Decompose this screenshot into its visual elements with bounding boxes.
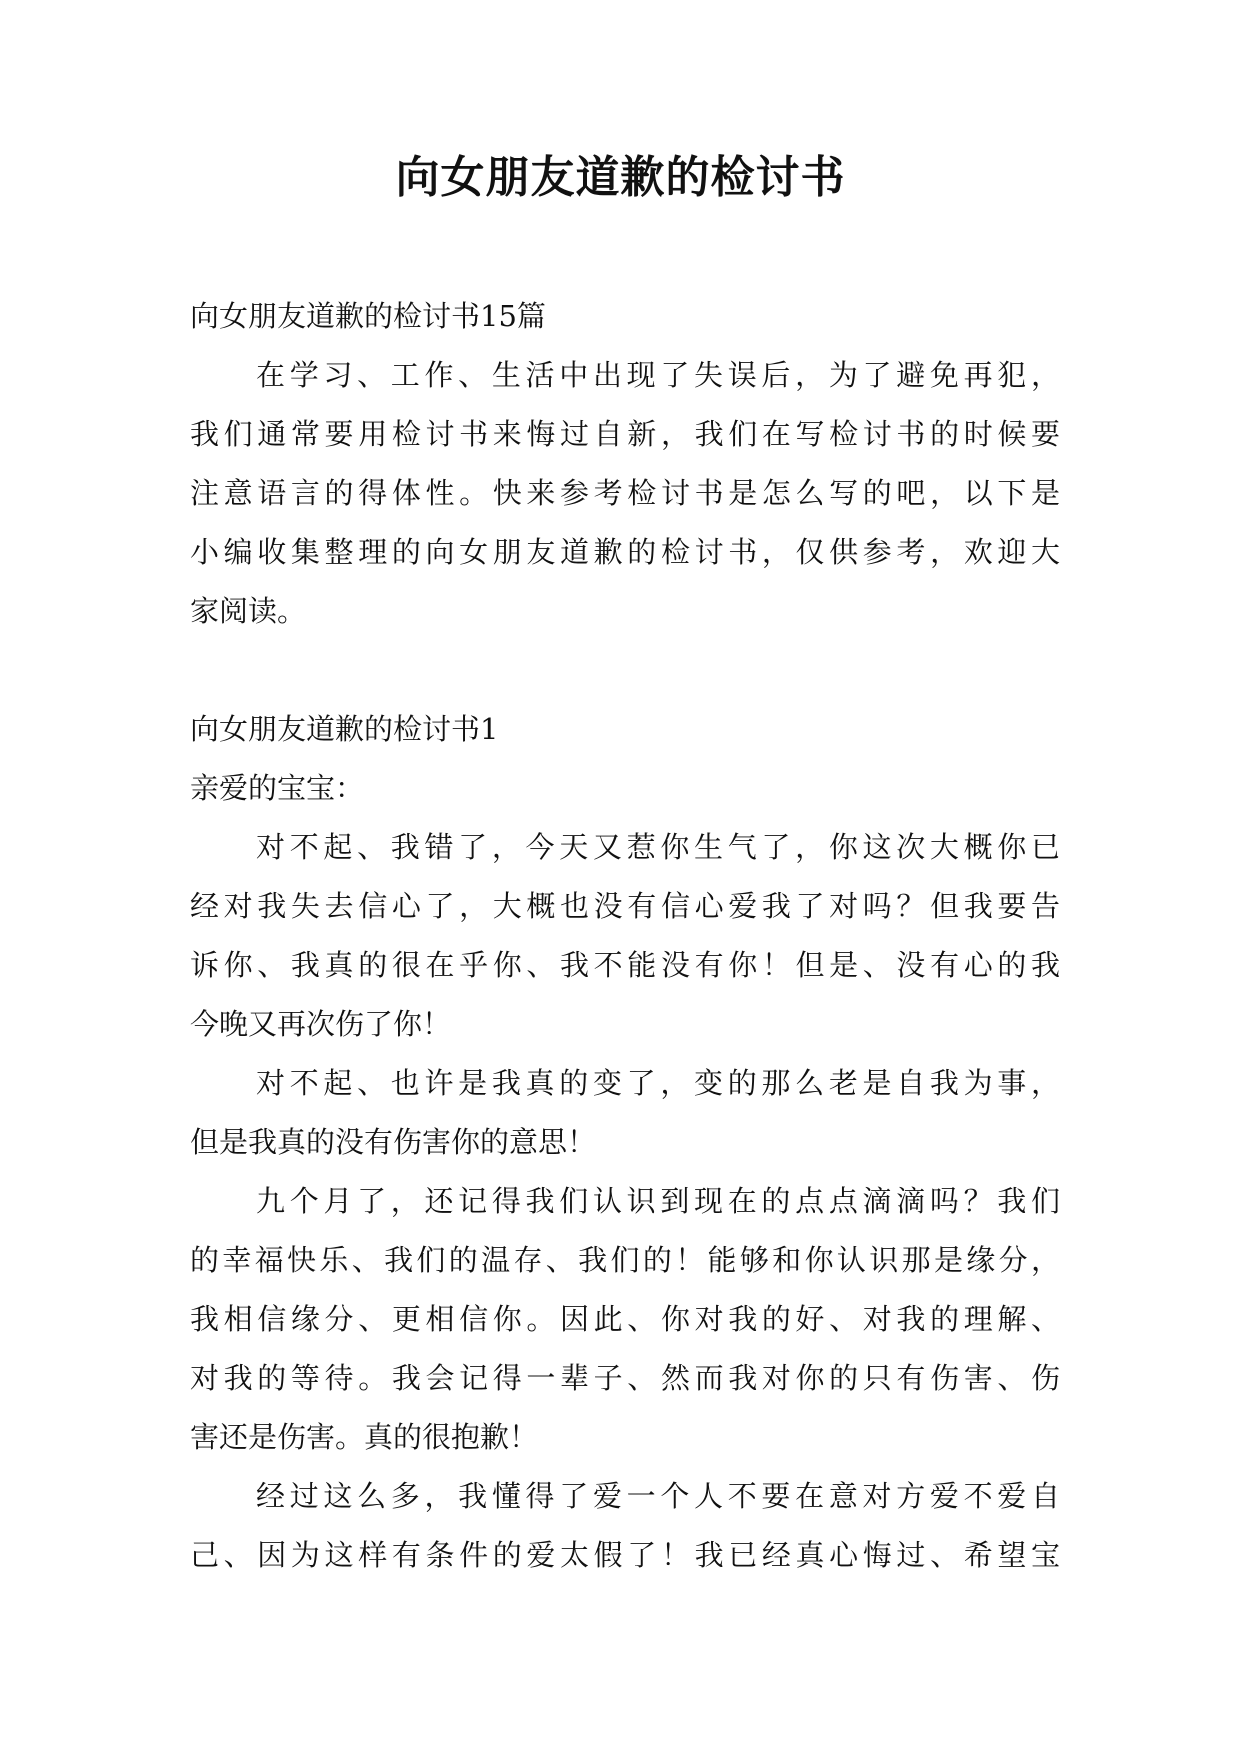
paragraph-line: 对我的等待。我会记得一辈子、然而我对你的只有伤害、伤 <box>190 1361 1060 1395</box>
intro-line: 小编收集整理的向女朋友道歉的检讨书，仅供参考，欢迎大 <box>190 535 1060 569</box>
body-paragraph-1 <box>190 818 1060 1054</box>
paragraph-line: 的幸福快乐、我们的温存、我们的！能够和你认识那是缘分， <box>190 1243 1060 1277</box>
paragraph-line: 今晚又再次伤了你！ <box>190 1007 452 1041</box>
document-subtitle: 向女朋友道歉的检讨书15篇 <box>190 299 546 333</box>
intro-paragraph <box>190 346 1060 641</box>
document-body <box>190 287 1060 1585</box>
intro-line: 注意语言的得体性。快来参考检讨书是怎么写的吧，以下是 <box>190 476 1060 510</box>
body-paragraph-2 <box>190 1054 1060 1172</box>
intro-line: 家阅读。 <box>190 594 307 628</box>
paragraph-line: 己、因为这样有条件的爱太假了！我已经真心悔过、希望宝 <box>190 1538 1060 1572</box>
paragraph-line: 对不起、我错了，今天又惹你生气了，你这次大概你已 <box>256 830 1060 864</box>
body-paragraph-4 <box>190 1467 1060 1585</box>
body-paragraph-3 <box>190 1172 1060 1467</box>
paragraph-line: 经过这么多，我懂得了爱一个人不要在意对方爱不爱自 <box>256 1479 1060 1513</box>
section-heading: 向女朋友道歉的检讨书1 <box>190 712 499 746</box>
paragraph-line: 对不起、也许是我真的变了，变的那么老是自我为事， <box>256 1066 1060 1100</box>
paragraph-line: 但是我真的没有伤害你的意思！ <box>190 1125 597 1159</box>
intro-line: 在学习、工作、生活中出现了失误后，为了避免再犯， <box>256 358 1060 392</box>
paragraph-line: 我相信缘分、更相信你。因此、你对我的好、对我的理解、 <box>190 1302 1060 1336</box>
paragraph-line: 诉你、我真的很在乎你、我不能没有你！但是、没有心的我 <box>190 948 1060 982</box>
paragraph-line: 经对我失去信心了，大概也没有信心爱我了对吗？但我要告 <box>190 889 1060 923</box>
paragraph-gap <box>190 641 1060 700</box>
paragraph-line: 害还是伤害。真的很抱歉！ <box>190 1420 539 1454</box>
intro-line: 我们通常要用检讨书来悔过自新，我们在写检讨书的时候要 <box>190 417 1060 451</box>
salutation: 亲爱的宝宝： <box>190 771 365 805</box>
document-title: 向女朋友道歉的检讨书 <box>395 152 846 203</box>
paragraph-line: 九个月了，还记得我们认识到现在的点点滴滴吗？我们 <box>256 1184 1060 1218</box>
